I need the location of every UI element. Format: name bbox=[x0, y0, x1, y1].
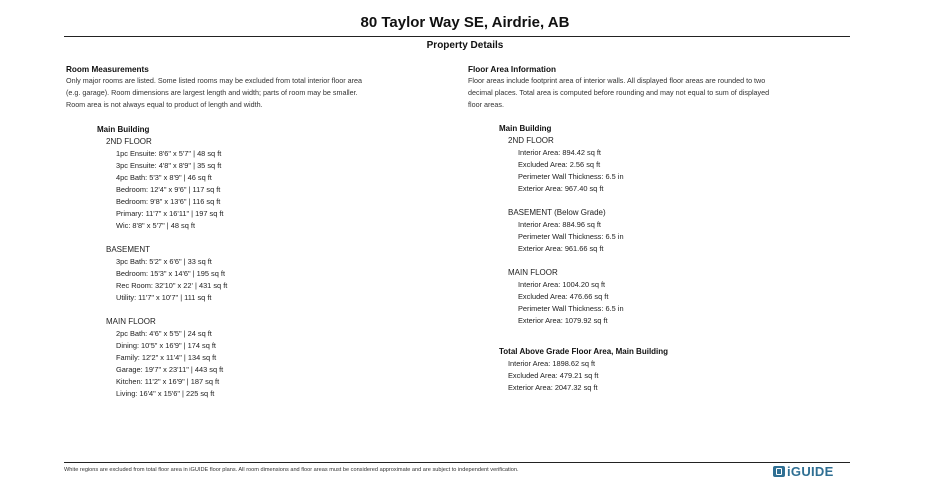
footer-disclaimer: White regions are excluded from total floor area in iGUIDE floor plans. All room dimensions and floor areas must be considered approximate and are subject to independent verification. bbox=[64, 467, 519, 473]
room-row: 2pc Bath: 4'6" x 5'5" | 24 sq ft bbox=[116, 329, 212, 338]
area-floor-main bbox=[468, 267, 858, 327]
floor-area-heading: Floor Area Information bbox=[468, 65, 556, 74]
room-row: Wic: 8'8" x 5'7" | 48 sq ft bbox=[116, 221, 195, 230]
iguide-logo bbox=[773, 464, 834, 479]
floor-area-section bbox=[468, 64, 858, 394]
room-measurements-heading: Room Measurements bbox=[66, 65, 149, 74]
area-row: Interior Area: 894.42 sq ft bbox=[518, 148, 601, 157]
room-floor-basement bbox=[66, 244, 456, 304]
page-subtitle: Property Details bbox=[426, 40, 504, 51]
floor-label: 2ND FLOOR bbox=[508, 136, 554, 145]
total-area-row: Interior Area: 1898.62 sq ft bbox=[508, 359, 596, 368]
total-area-row: Exterior Area: 2047.32 sq ft bbox=[508, 383, 598, 392]
room-row: Kitchen: 11'2" x 16'9" | 187 sq ft bbox=[116, 377, 220, 386]
iguide-logo-text: iGUIDE bbox=[787, 464, 834, 479]
room-measurements-section bbox=[66, 64, 456, 400]
room-row: 1pc Ensuite: 8'6" x 5'7" | 48 sq ft bbox=[116, 149, 222, 158]
room-row: Bedroom: 12'4" x 9'6" | 117 sq ft bbox=[116, 185, 221, 194]
area-row: Exterior Area: 1079.92 sq ft bbox=[518, 316, 608, 325]
area-row: Perimeter Wall Thickness: 6.5 in bbox=[518, 232, 624, 241]
area-row: Excluded Area: 476.66 sq ft bbox=[518, 292, 609, 301]
room-row: Dining: 10'5" x 16'9" | 174 sq ft bbox=[116, 341, 216, 350]
floor-label: MAIN FLOOR bbox=[508, 268, 558, 277]
room-measurements-note-line: (e.g. garage). Room dimensions are largest length and width; parts of room may be smaller. bbox=[66, 88, 358, 97]
room-floor-main bbox=[66, 316, 456, 400]
room-row: Garage: 19'7" x 23'11" | 443 sq ft bbox=[116, 365, 224, 374]
floor-label: BASEMENT (Below Grade) bbox=[508, 208, 606, 217]
room-row: Living: 16'4" x 15'6" | 225 sq ft bbox=[116, 389, 215, 398]
floor-label: MAIN FLOOR bbox=[106, 317, 156, 326]
floor-area-note-line: Floor areas include footprint area of interior walls. All displayed floor areas are rounded to two bbox=[468, 76, 766, 85]
room-measurements-note-line: Only major rooms are listed. Some listed rooms may be excluded from total interior floor area bbox=[66, 76, 363, 85]
room-row: 3pc Ensuite: 4'8" x 8'9" | 35 sq ft bbox=[116, 161, 222, 170]
total-area-heading: Total Above Grade Floor Area, Main Building bbox=[499, 347, 669, 356]
area-row: Perimeter Wall Thickness: 6.5 in bbox=[518, 172, 624, 181]
room-measurements-note-line: Room area is not always equal to product of length and width. bbox=[66, 100, 263, 109]
area-row: Excluded Area: 2.56 sq ft bbox=[518, 160, 601, 169]
room-floor-2nd bbox=[66, 136, 456, 232]
floor-label: BASEMENT bbox=[106, 245, 151, 254]
room-row: Primary: 11'7" x 16'11" | 197 sq ft bbox=[116, 209, 224, 218]
area-floor-basement bbox=[468, 207, 858, 255]
room-row: Bedroom: 9'8" x 13'6" | 116 sq ft bbox=[116, 197, 221, 206]
floor-area-note-line: decimal places. Total area is computed before rounding and may not equal to sum of displayed bbox=[468, 88, 770, 97]
area-row: Interior Area: 1004.20 sq ft bbox=[518, 280, 606, 289]
footer-divider bbox=[64, 462, 850, 463]
area-row: Interior Area: 884.96 sq ft bbox=[518, 220, 601, 229]
floor-area-note-line: floor areas. bbox=[468, 100, 504, 109]
room-row: Family: 12'2" x 11'4" | 134 sq ft bbox=[116, 353, 217, 362]
area-floor-2nd bbox=[468, 135, 858, 195]
area-row: Exterior Area: 967.40 sq ft bbox=[518, 184, 604, 193]
room-row: Utility: 11'7" x 10'7" | 111 sq ft bbox=[116, 293, 212, 302]
area-building-label: Main Building bbox=[499, 124, 552, 133]
floor-label: 2ND FLOOR bbox=[106, 137, 152, 146]
title-divider bbox=[64, 36, 850, 37]
area-row: Perimeter Wall Thickness: 6.5 in bbox=[518, 304, 624, 313]
room-row: Rec Room: 32'10" x 22' | 431 sq ft bbox=[116, 281, 228, 290]
room-row: Bedroom: 15'3" x 14'6" | 195 sq ft bbox=[116, 269, 226, 278]
room-row: 3pc Bath: 5'2" x 6'6" | 33 sq ft bbox=[116, 257, 212, 266]
iguide-logo-icon bbox=[773, 466, 785, 477]
page-title: 80 Taylor Way SE, Airdrie, AB bbox=[360, 14, 570, 31]
area-row: Exterior Area: 961.66 sq ft bbox=[518, 244, 604, 253]
room-building-label: Main Building bbox=[97, 125, 150, 134]
total-area-row: Excluded Area: 479.21 sq ft bbox=[508, 371, 599, 380]
room-row: 4pc Bath: 5'3" x 8'9" | 46 sq ft bbox=[116, 173, 212, 182]
